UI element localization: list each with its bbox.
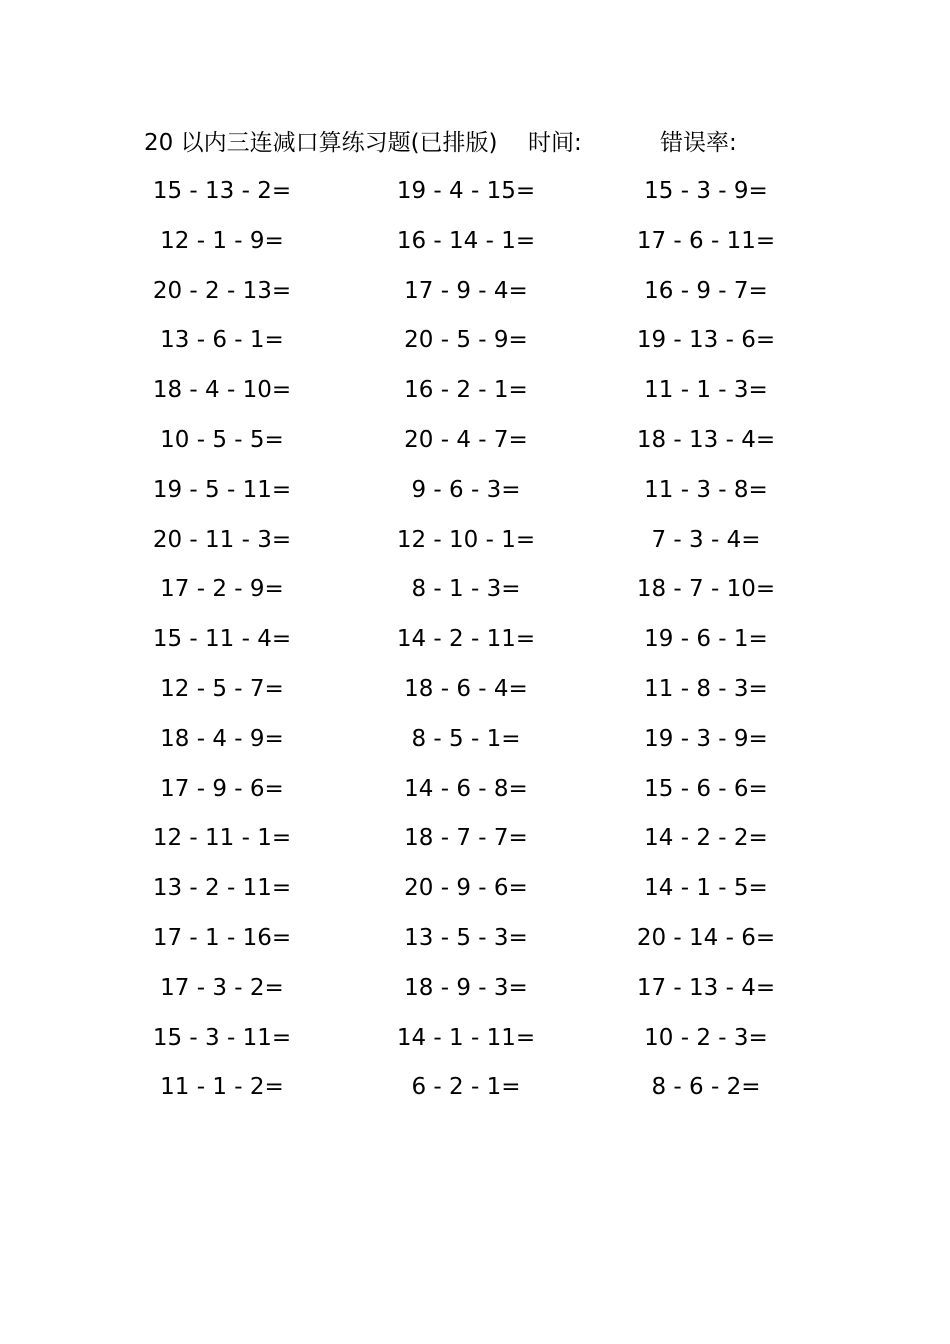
problem: 15 - 3 - 11= [152, 1024, 292, 1051]
problem: 11 - 8 - 3= [644, 675, 768, 702]
problem-grid [0, 172, 950, 1118]
problem: 13 - 5 - 3= [404, 924, 528, 951]
problem: 20 - 14 - 6= [636, 924, 776, 951]
problem-row [0, 919, 950, 969]
problem: 7 - 3 - 4= [651, 526, 761, 553]
problem: 17 - 1 - 16= [152, 924, 292, 951]
problem-row [0, 720, 950, 770]
problem: 12 - 10 - 1= [396, 526, 536, 553]
problem-row [0, 1019, 950, 1069]
problem: 14 - 6 - 8= [404, 775, 528, 802]
problem: 16 - 2 - 1= [404, 377, 528, 404]
problem: 19 - 4 - 15= [396, 178, 536, 204]
problem: 19 - 6 - 1= [644, 626, 768, 653]
problem: 15 - 3 - 9= [644, 178, 768, 204]
problem: 19 - 3 - 9= [644, 725, 768, 752]
time-label: 时间: [528, 130, 582, 156]
problem: 20 - 11 - 3= [152, 526, 292, 553]
problem: 18 - 9 - 3= [404, 974, 528, 1001]
problem: 10 - 2 - 3= [644, 1024, 768, 1051]
problem: 14 - 1 - 11= [396, 1024, 536, 1051]
problem: 10 - 5 - 5= [160, 426, 284, 453]
problem: 18 - 7 - 7= [404, 825, 528, 852]
problem: 16 - 14 - 1= [396, 227, 536, 254]
problem-row [0, 819, 950, 869]
problem-row [0, 670, 950, 720]
problem: 14 - 1 - 5= [644, 875, 768, 902]
problem: 17 - 3 - 2= [160, 974, 284, 1001]
problem-row [0, 421, 950, 471]
problem: 17 - 9 - 6= [160, 775, 284, 802]
error-rate-label: 错误率: [660, 130, 737, 156]
problem-row [0, 172, 950, 222]
problem: 14 - 2 - 11= [396, 626, 536, 653]
problem: 18 - 4 - 10= [152, 377, 292, 404]
problem: 11 - 1 - 2= [160, 1074, 284, 1101]
problem: 17 - 13 - 4= [636, 974, 776, 1001]
problem: 20 - 9 - 6= [404, 875, 528, 902]
problem: 15 - 11 - 4= [152, 626, 292, 653]
problem: 13 - 2 - 11= [152, 875, 292, 902]
problem: 8 - 5 - 1= [411, 725, 521, 752]
problem-row [0, 869, 950, 919]
problem-row [0, 222, 950, 272]
problem: 19 - 13 - 6= [636, 327, 776, 354]
problem-row [0, 620, 950, 670]
problem: 15 - 13 - 2= [152, 178, 292, 204]
problem: 20 - 4 - 7= [404, 426, 528, 453]
problem: 11 - 3 - 8= [644, 476, 768, 503]
problem: 17 - 2 - 9= [160, 576, 284, 603]
problem: 18 - 13 - 4= [636, 426, 776, 453]
problem-row [0, 371, 950, 421]
problem: 8 - 6 - 2= [651, 1074, 761, 1101]
problem-row [0, 969, 950, 1019]
problem: 19 - 5 - 11= [152, 476, 292, 503]
problem-row [0, 570, 950, 620]
problem-row [0, 471, 950, 521]
problem-row [0, 321, 950, 371]
problem: 13 - 6 - 1= [160, 327, 284, 354]
problem-row [0, 272, 950, 322]
problem: 17 - 6 - 11= [636, 227, 776, 254]
worksheet-title: 20 以内三连减口算练习题(已排版) [144, 130, 498, 156]
problem: 18 - 7 - 10= [636, 576, 776, 603]
problem: 12 - 1 - 9= [160, 227, 284, 254]
problem: 17 - 9 - 4= [404, 277, 528, 304]
problem: 12 - 5 - 7= [160, 675, 284, 702]
worksheet-header [0, 126, 950, 160]
problem: 6 - 2 - 1= [411, 1074, 521, 1101]
problem-row [0, 521, 950, 571]
problem: 20 - 5 - 9= [404, 327, 528, 354]
problem: 15 - 6 - 6= [644, 775, 768, 802]
problem: 12 - 11 - 1= [152, 825, 292, 852]
problem: 20 - 2 - 13= [152, 277, 292, 304]
problem: 9 - 6 - 3= [411, 476, 521, 503]
problem: 14 - 2 - 2= [644, 825, 768, 852]
problem: 16 - 9 - 7= [644, 277, 768, 304]
problem-row [0, 1068, 950, 1118]
problem: 18 - 6 - 4= [404, 675, 528, 702]
problem-row [0, 770, 950, 820]
problem: 11 - 1 - 3= [644, 377, 768, 404]
problem: 8 - 1 - 3= [411, 576, 521, 603]
problem: 18 - 4 - 9= [160, 725, 284, 752]
